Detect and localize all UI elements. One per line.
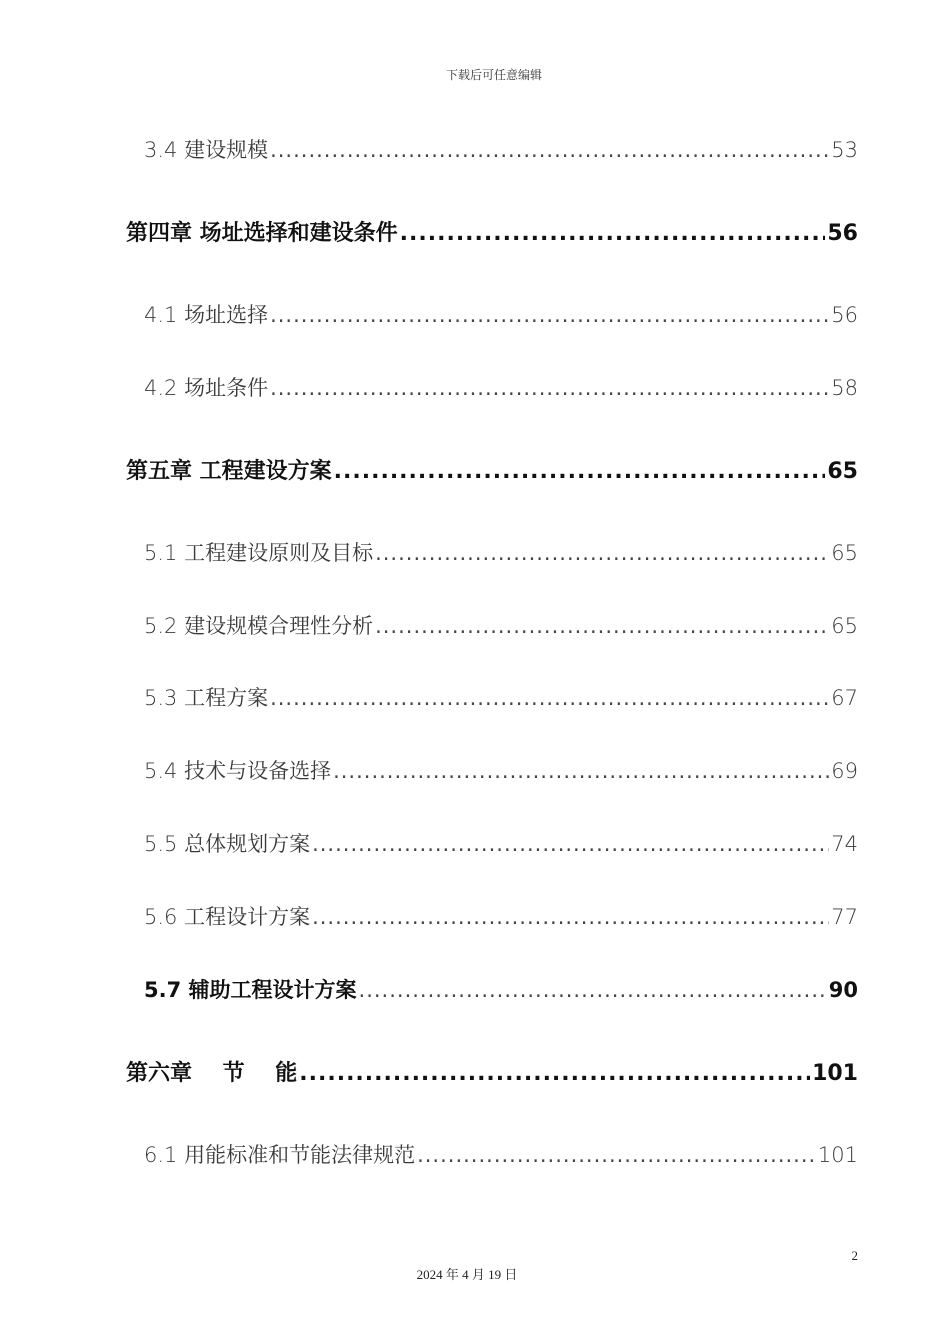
toc-entry-page: 58 <box>831 376 858 400</box>
toc-entry-3-4[interactable] <box>144 134 858 164</box>
toc-entry-5-7[interactable] <box>144 974 858 1004</box>
toc-entry-page: 65 <box>827 459 858 484</box>
dot-leader <box>270 303 829 327</box>
toc-entry-title: 第五章 工程建设方案 <box>126 459 332 484</box>
dot-leader <box>270 686 829 710</box>
toc-entry-title: 5.6 工程设计方案 <box>144 905 311 929</box>
toc-entry-title: 5.3 工程方案 <box>144 686 269 710</box>
toc-entry-page: 56 <box>831 303 858 327</box>
dot-leader <box>270 138 829 162</box>
dot-leader <box>359 978 827 1002</box>
toc-entry-page: 53 <box>831 138 858 162</box>
toc-entry-5-5[interactable] <box>144 828 858 858</box>
toc-entry-title: 4.1 场址选择 <box>144 303 269 327</box>
dot-leader <box>333 759 829 783</box>
toc-entry-page: 65 <box>831 541 858 565</box>
toc-entry-5-3[interactable] <box>144 682 858 712</box>
toc-entry-page: 74 <box>831 832 858 856</box>
toc-entry-title: 5.1 工程建设原则及目标 <box>144 541 374 565</box>
toc-entry-4-2[interactable] <box>144 372 858 402</box>
toc-entry-page: 77 <box>831 905 858 929</box>
toc-entry-title: 4.2 场址条件 <box>144 376 269 400</box>
dot-leader <box>334 459 826 484</box>
toc-entry-page: 101 <box>812 1061 858 1086</box>
dot-leader <box>299 1061 810 1086</box>
dot-leader <box>375 614 829 638</box>
toc-entry-title: 第四章 场址选择和建设条件 <box>126 221 398 246</box>
dot-leader <box>312 905 829 929</box>
page-header: 下载后可任意编辑 <box>445 68 542 82</box>
toc-entry-page: 56 <box>827 221 858 246</box>
toc-entry-title: 5.2 建设规模合理性分析 <box>144 614 374 638</box>
toc-entry-title: 第六章 节 能 <box>126 1061 298 1086</box>
toc-entry-title: 5.4 技术与设备选择 <box>144 759 332 783</box>
toc-entry-page: 65 <box>831 614 858 638</box>
toc-entry-title: 3.4 建设规模 <box>144 138 269 162</box>
toc-entry-page: 90 <box>828 978 858 1002</box>
toc-entry-chapter-4[interactable] <box>126 216 858 247</box>
toc-entry-title: 5.7 辅助工程设计方案 <box>144 978 357 1002</box>
toc-entry-5-2[interactable] <box>144 610 858 640</box>
toc-entry-page: 67 <box>831 686 858 710</box>
dot-leader <box>312 832 829 856</box>
page-number: 2 <box>851 1248 858 1263</box>
toc-entry-5-1[interactable] <box>144 537 858 567</box>
toc-entry-5-6[interactable] <box>144 901 858 931</box>
dot-leader <box>270 376 829 400</box>
dot-leader <box>417 1143 816 1167</box>
toc-entry-chapter-5[interactable] <box>126 454 858 485</box>
dot-leader <box>375 541 829 565</box>
toc-entry-chapter-6[interactable] <box>126 1056 858 1087</box>
toc-entry-page: 69 <box>831 759 858 783</box>
toc-entry-6-1[interactable] <box>144 1139 858 1169</box>
toc-entry-4-1[interactable] <box>144 299 858 329</box>
dot-leader <box>400 221 826 246</box>
toc-entry-5-4[interactable] <box>144 755 858 785</box>
toc-entry-title: 6.1 用能标准和节能法律规范 <box>144 1143 416 1167</box>
toc-entry-title: 5.5 总体规划方案 <box>144 832 311 856</box>
toc-entry-page: 101 <box>817 1143 858 1167</box>
footer-date: 2024 年 4 月 19 日 <box>416 1267 518 1282</box>
